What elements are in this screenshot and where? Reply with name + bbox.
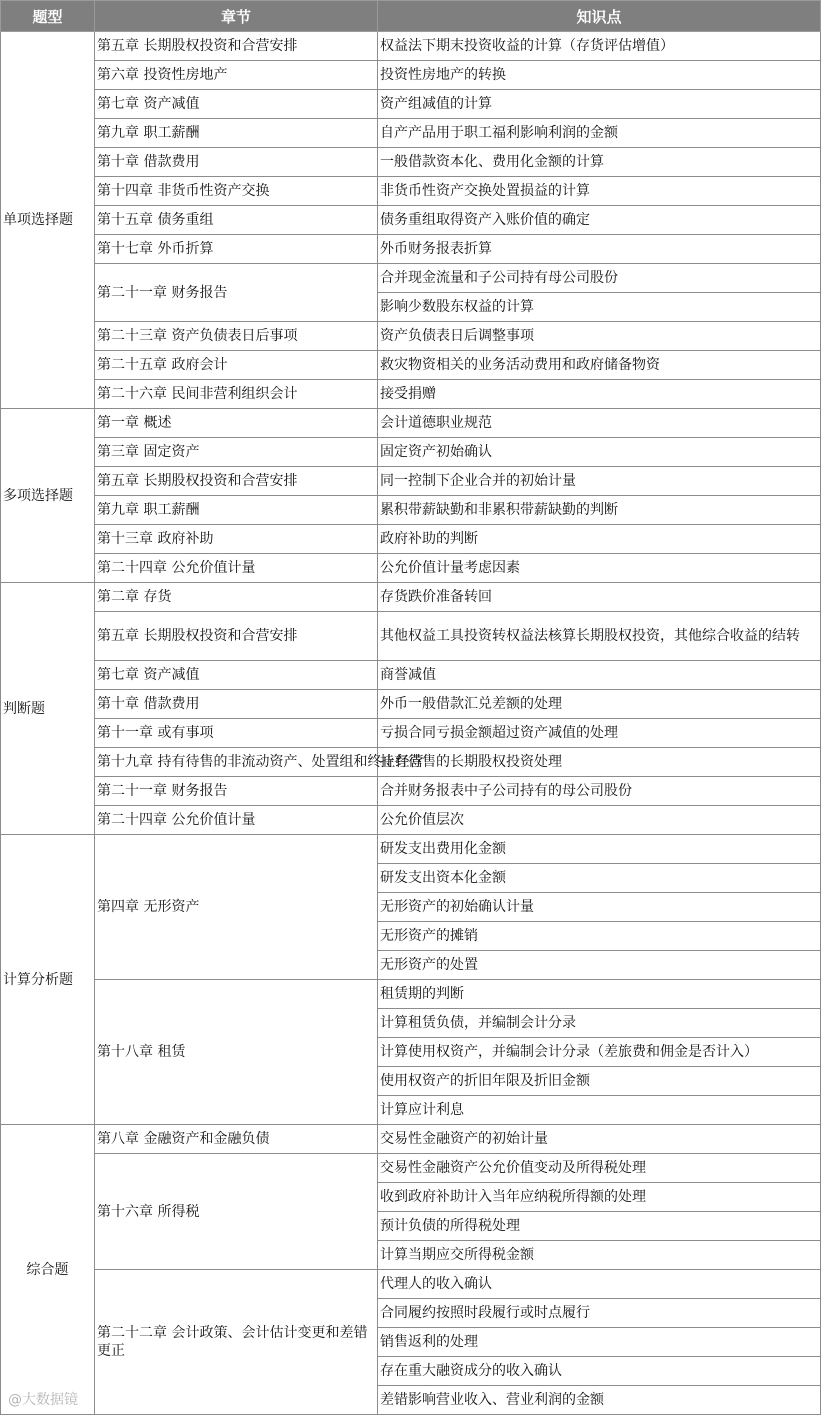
table-row: [1, 554, 821, 583]
table-row: [1, 748, 821, 777]
knowledge-point-cell: 其他权益工具投资转权益法核算长期股权投资，其他综合收益的结转: [378, 612, 821, 661]
knowledge-point-cell: 存货跌价准备转回: [378, 583, 821, 612]
knowledge-point-cell: 会计道德职业规范: [378, 409, 821, 438]
chapter-cell: 第十一章 或有事项: [95, 719, 378, 748]
table-row: [1, 806, 821, 835]
knowledge-point-cell: 自产产品用于职工福利影响利润的金额: [378, 119, 821, 148]
table-row: [1, 438, 821, 467]
chapter-cell: 第十五章 债务重组: [95, 206, 378, 235]
knowledge-point-cell: 公允价值计量考虑因素: [378, 554, 821, 583]
knowledge-point-cell: 外币财务报表折算: [378, 235, 821, 264]
knowledge-point-cell: 差错影响营业收入、营业利润的金额: [378, 1386, 821, 1415]
knowledge-point-cell: 接受捐赠: [378, 380, 821, 409]
table-row: [1, 322, 821, 351]
chapter-cell: 第十章 借款费用: [95, 690, 378, 719]
table-row: [1, 264, 821, 293]
knowledge-point-cell: 存在重大融资成分的收入确认: [378, 1357, 821, 1386]
chapter-cell: 第十七章 外币折算: [95, 235, 378, 264]
question-type-cell: 单项选择题: [1, 32, 95, 409]
knowledge-point-cell: 非货币性资产交换处置损益的计算: [378, 177, 821, 206]
knowledge-point-cell: 使用权资产的折旧年限及折旧金额: [378, 1067, 821, 1096]
header-point: 知识点: [378, 1, 821, 32]
knowledge-point-cell: 资产组减值的计算: [378, 90, 821, 119]
chapter-cell: 第二十二章 会计政策、会计估计变更和差错更正: [95, 1270, 378, 1415]
table-row: [1, 612, 821, 661]
chapter-cell: 第十八章 租赁: [95, 980, 378, 1125]
table-row: [1, 409, 821, 438]
chapter-cell: 第九章 职工薪酬: [95, 119, 378, 148]
knowledge-point-cell: 计算租赁负债，并编制会计分录: [378, 1009, 821, 1038]
chapter-cell: 第二十三章 资产负债表日后事项: [95, 322, 378, 351]
knowledge-point-cell: 收到政府补助计入当年应纳税所得额的处理: [378, 1183, 821, 1212]
chapter-cell: 第二十一章 财务报告: [95, 777, 378, 806]
knowledge-point-cell: 研发支出费用化金额: [378, 835, 821, 864]
chapter-cell: 第二十四章 公允价值计量: [95, 554, 378, 583]
knowledge-point-cell: 销售返利的处理: [378, 1328, 821, 1357]
table-row: [1, 777, 821, 806]
knowledge-point-cell: 合同履约按照时段履行或时点履行: [378, 1299, 821, 1328]
knowledge-point-cell: 政府补助的判断: [378, 525, 821, 554]
knowledge-point-cell: 合并现金流量和子公司持有母公司股份: [378, 264, 821, 293]
knowledge-point-cell: 同一控制下企业合并的初始计量: [378, 467, 821, 496]
knowledge-point-cell: 公允价值层次: [378, 806, 821, 835]
table-row: [1, 835, 821, 864]
knowledge-point-cell: 代理人的收入确认: [378, 1270, 821, 1299]
chapter-cell: 第二十一章 财务报告: [95, 264, 378, 322]
table-row: [1, 148, 821, 177]
knowledge-point-cell: 救灾物资相关的业务活动费用和政府储备物资: [378, 351, 821, 380]
table-row: [1, 119, 821, 148]
chapter-cell: 第五章 长期股权投资和合营安排: [95, 32, 378, 61]
question-type-cell: 计算分析题: [1, 835, 95, 1125]
table-row: [1, 177, 821, 206]
chapter-cell: 第五章 长期股权投资和合营安排: [95, 467, 378, 496]
knowledge-point-cell: 持有待售的长期股权投资处理: [378, 748, 821, 777]
chapter-cell: 第九章 职工薪酬: [95, 496, 378, 525]
knowledge-point-cell: 累积带薪缺勤和非累积带薪缺勤的判断: [378, 496, 821, 525]
table-row: [1, 351, 821, 380]
chapter-cell: 第四章 无形资产: [95, 835, 378, 980]
knowledge-point-cell: 计算使用权资产，并编制会计分录（差旅费和佣金是否计入）: [378, 1038, 821, 1067]
chapter-cell: 第一章 概述: [95, 409, 378, 438]
knowledge-point-cell: 交易性金融资产公允价值变动及所得税处理: [378, 1154, 821, 1183]
table-row: [1, 90, 821, 119]
chapter-cell: 第六章 投资性房地产: [95, 61, 378, 90]
chapter-cell: 第二章 存货: [95, 583, 378, 612]
table-row: [1, 661, 821, 690]
table-row: [1, 235, 821, 264]
knowledge-point-cell: 交易性金融资产的初始计量: [378, 1125, 821, 1154]
table-row: [1, 32, 821, 61]
knowledge-point-cell: 合并财务报表中子公司持有的母公司股份: [378, 777, 821, 806]
header-row: [1, 1, 821, 32]
table-row: [1, 719, 821, 748]
knowledge-point-cell: 租赁期的判断: [378, 980, 821, 1009]
knowledge-point-cell: 预计负债的所得税处理: [378, 1212, 821, 1241]
question-type-cell: 综合题: [1, 1125, 95, 1415]
table-row: [1, 206, 821, 235]
knowledge-point-cell: 债务重组取得资产入账价值的确定: [378, 206, 821, 235]
knowledge-point-cell: 资产负债表日后调整事项: [378, 322, 821, 351]
chapter-cell: 第五章 长期股权投资和合营安排: [95, 612, 378, 661]
chapter-cell: 第二十六章 民间非营利组织会计: [95, 380, 378, 409]
knowledge-point-cell: 投资性房地产的转换: [378, 61, 821, 90]
knowledge-point-cell: 权益法下期末投资收益的计算（存货评估增值）: [378, 32, 821, 61]
knowledge-point-cell: 无形资产的处置: [378, 951, 821, 980]
chapter-cell: 第十章 借款费用: [95, 148, 378, 177]
chapter-cell: 第十四章 非货币性资产交换: [95, 177, 378, 206]
question-type-cell: 判断题: [1, 583, 95, 835]
chapter-cell: 第七章 资产减值: [95, 90, 378, 119]
knowledge-point-cell: 影响少数股东权益的计算: [378, 293, 821, 322]
knowledge-point-cell: 无形资产的摊销: [378, 922, 821, 951]
knowledge-point-cell: 无形资产的初始确认计量: [378, 893, 821, 922]
knowledge-point-cell: 商誉减值: [378, 661, 821, 690]
watermark: @大数据镜: [8, 1392, 78, 1408]
table-row: [1, 980, 821, 1009]
chapter-cell: 第三章 固定资产: [95, 438, 378, 467]
table-body: [1, 32, 821, 1415]
table-row: [1, 583, 821, 612]
table-row: [1, 1125, 821, 1154]
chapter-cell: 第十六章 所得税: [95, 1154, 378, 1270]
table-row: [1, 525, 821, 554]
table-row: [1, 467, 821, 496]
knowledge-point-cell: 研发支出资本化金额: [378, 864, 821, 893]
header-type: 题型: [1, 1, 95, 32]
knowledge-point-cell: 亏损合同亏损金额超过资产减值的处理: [378, 719, 821, 748]
knowledge-point-cell: 计算当期应交所得税金额: [378, 1241, 821, 1270]
table-row: [1, 690, 821, 719]
chapter-cell: 第八章 金融资产和金融负债: [95, 1125, 378, 1154]
question-type-cell: 多项选择题: [1, 409, 95, 583]
chapter-cell: 第十三章 政府补助: [95, 525, 378, 554]
header-chapter: 章节: [95, 1, 378, 32]
knowledge-point-cell: 外币一般借款汇兑差额的处理: [378, 690, 821, 719]
table-row: [1, 1270, 821, 1299]
chapter-cell: 第二十五章 政府会计: [95, 351, 378, 380]
table-row: [1, 496, 821, 525]
knowledge-point-cell: 计算应计利息: [378, 1096, 821, 1125]
table-row: [1, 1154, 821, 1183]
knowledge-point-cell: 固定资产初始确认: [378, 438, 821, 467]
knowledge-point-cell: 一般借款资本化、费用化金额的计算: [378, 148, 821, 177]
chapter-cell: 第七章 资产减值: [95, 661, 378, 690]
chapter-cell: 第二十四章 公允价值计量: [95, 806, 378, 835]
table-row: [1, 61, 821, 90]
chapter-cell: 第十九章 持有待售的非流动资产、处置组和终止经营: [95, 748, 378, 777]
table-row: [1, 380, 821, 409]
